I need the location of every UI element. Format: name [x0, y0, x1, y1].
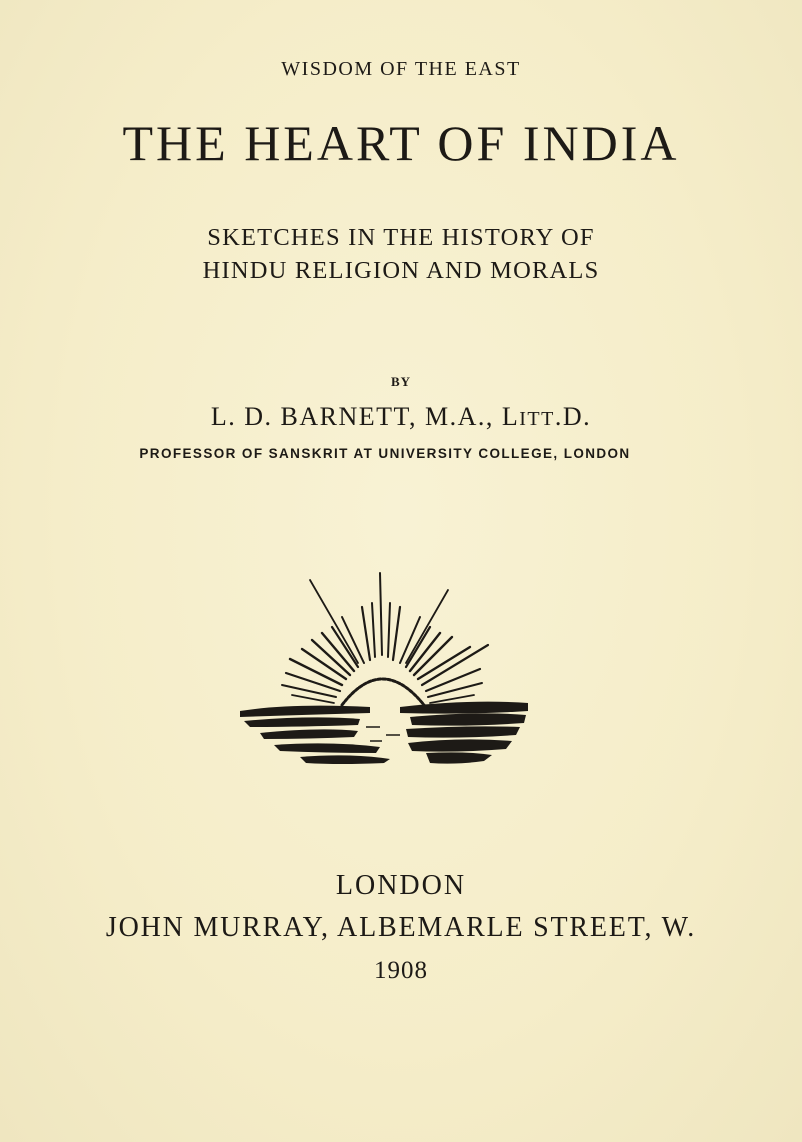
author-degree-rest: ITT: [519, 408, 555, 430]
book-title: THE HEART OF INDIA: [122, 115, 680, 171]
publication-place: LONDON: [335, 870, 467, 901]
publication-year: 1908: [374, 957, 428, 984]
publisher: JOHN MURRAY, ALBEMARLE STREET, W.: [105, 912, 697, 943]
author-name: L. D. BARNETT, M.A.,: [210, 402, 502, 431]
author-line: [0, 402, 802, 432]
subtitle-line-1: SKETCHES IN THE HISTORY OF: [207, 224, 595, 251]
rising-sun-over-water-emblem-icon: [230, 565, 540, 775]
subtitle-line-2: HINDU RELIGION AND MORALS: [202, 257, 600, 284]
author-degree-initial: L: [501, 402, 520, 431]
author-affiliation: PROFESSOR OF SANSKRIT AT UNIVERSITY COLLEGE, LONDON: [139, 446, 631, 461]
by-label: BY: [390, 374, 412, 389]
series-title: WISDOM OF THE EAST: [281, 58, 521, 80]
author-degree-end: .D.: [554, 402, 592, 431]
